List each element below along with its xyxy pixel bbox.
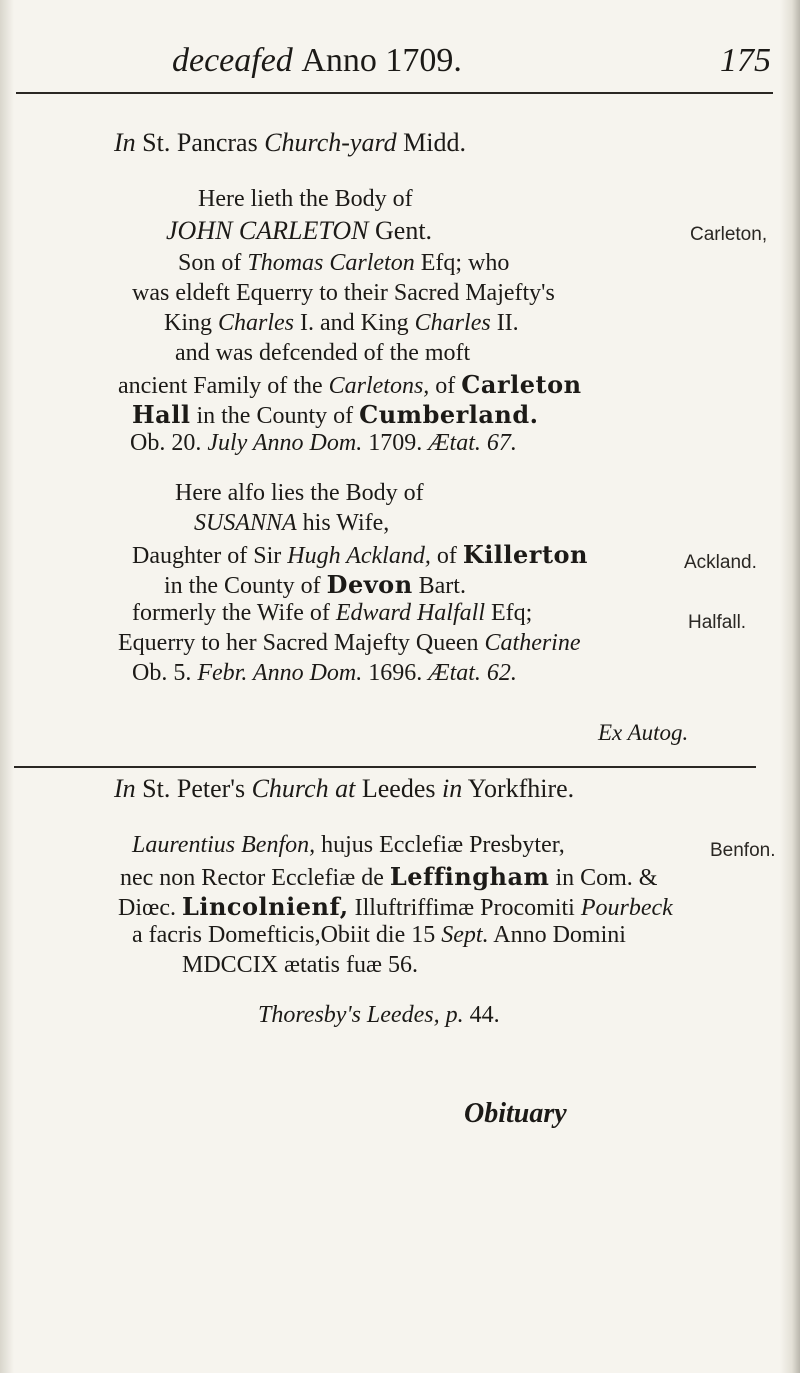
epitaph-line: JOHN CARLETON Gent.	[166, 216, 433, 245]
epitaph-line: Here alfo lies the Body of	[175, 480, 424, 506]
epitaph-line: formerly the Wife of Edward Halfall Efq;	[132, 600, 533, 626]
epitaph-line: was eldeft Equerry to their Sacred Majefty's	[132, 280, 555, 306]
header-title: deceafed	[172, 42, 293, 79]
epitaph-line: Laurentius Benfon, hujus Ecclefiæ Presbyter,	[132, 832, 565, 858]
page-number: 175	[720, 42, 771, 79]
person-name: SUSANNA	[194, 510, 297, 536]
margin-name: Ackland.	[684, 552, 757, 573]
epitaph-line: SUSANNA his Wife,	[194, 510, 390, 536]
epitaph-line: Son of Thomas Carleton Efq; who	[178, 250, 510, 276]
page-edge-shadow	[780, 0, 800, 1373]
header-year: 1709.	[385, 42, 462, 79]
epitaph-line: ancient Family of the Carletons, of Carleton	[118, 370, 582, 399]
header-anno: Anno	[301, 42, 377, 79]
location-place: Church-yard	[264, 128, 397, 157]
section2-location: In St. Peter's Church at Leedes in Yorkfhire.	[114, 774, 575, 803]
epitaph-line: and was defcended of the moft	[175, 340, 471, 366]
page-gutter-shadow	[0, 0, 14, 1373]
header-rule	[16, 92, 773, 94]
epitaph-line: Equerry to her Sacred Majefty Queen Catherine	[118, 630, 581, 656]
epitaph-line: a facris Domefticis,Obiit die 15 Sept. Anno Domini	[132, 922, 626, 948]
source-citation: Ex Autog.	[598, 720, 689, 745]
epitaph-line: King Charles I. and King Charles II.	[164, 310, 519, 336]
epitaph-line: Hall in the County of Cumberland.	[132, 400, 539, 429]
person-name: JOHN CARLETON	[166, 216, 369, 245]
running-header	[172, 42, 462, 80]
epitaph-line: nec non Rector Ecclefiæ de Leffingham in Com. &	[120, 862, 658, 891]
epitaph-line: Diœc. Lincolnienf, Illuftriffimæ Procomiti Pourbeck	[118, 892, 673, 921]
epitaph-line: in the County of Devon Bart.	[164, 570, 466, 599]
epitaph-line: Daughter of Sir Hugh Ackland, of Killerton	[132, 540, 588, 569]
location-prefix: In	[114, 128, 136, 157]
margin-name: Carleton,	[690, 224, 768, 245]
location-name: St. Pancras	[142, 128, 258, 157]
margin-name: Halfall.	[688, 612, 747, 633]
margin-name: Benfon.	[710, 840, 776, 861]
catchword: Obituary	[464, 1098, 567, 1129]
epitaph-line: Ob. 5. Febr. Anno Dom. 1696. Ætat. 62.	[132, 660, 517, 686]
source-citation: Thoresby's Leedes, p. 44.	[258, 1002, 500, 1028]
section1-location	[114, 128, 466, 158]
location-county: Midd.	[403, 128, 466, 157]
epitaph-line: Ob. 20. July Anno Dom. 1709. Ætat. 67.	[130, 430, 517, 456]
section-rule	[14, 766, 756, 768]
epitaph-line: Here lieth the Body of	[198, 186, 413, 212]
epitaph-line: MDCCIX ætatis fuæ 56.	[182, 952, 419, 978]
